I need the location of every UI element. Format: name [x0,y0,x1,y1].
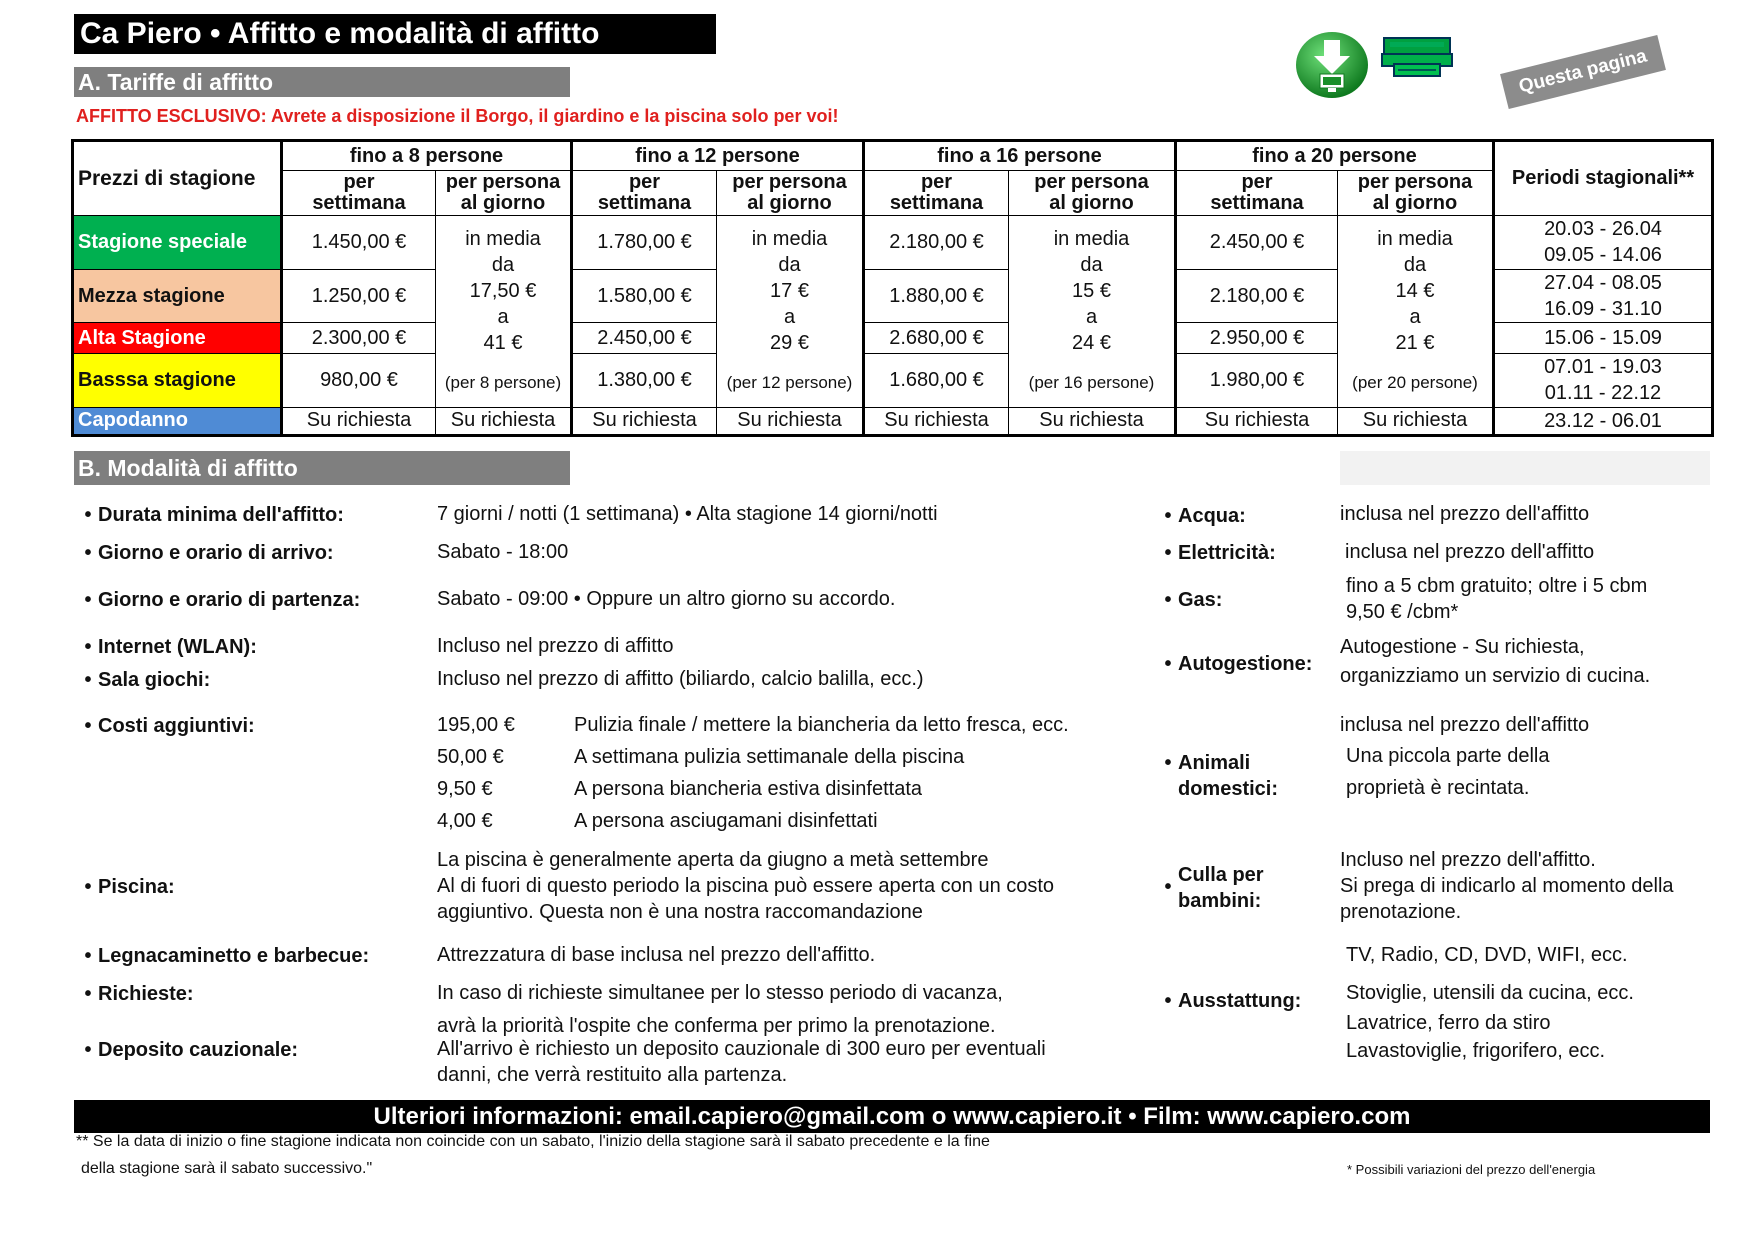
table-row [73,216,1713,270]
partenza-value: Sabato - 09:00 • Oppure un altro giorno su accordo. [437,588,896,610]
autogestione-label: • Autogestione: [1160,653,1312,676]
table-corner-label: Prezzi di stagione [73,141,282,216]
cost-desc: Pulizia finale / mettere la biancheria da letto fresca, ecc. [574,714,1069,736]
internet-value: Incluso nel prezzo di affitto [437,635,674,657]
price-cell: 1.580,00 € [572,269,717,323]
deposito-line: danni, che verrà restituito alla partenza. [437,1064,788,1086]
rates-table [71,139,1714,437]
acqua-label: • Acqua: [1160,505,1246,528]
sala-label: • Sala giochi: [80,669,210,692]
price-cell: Su richiesta [1338,407,1494,435]
cost-amount: 9,50 € [437,778,493,800]
period-cell: 20.03 - 26.04 09.05 - 14.06 [1494,216,1713,270]
richieste-line: avrà la priorità l'ospite che conferma per primo la prenotazione. [437,1015,996,1037]
animali-line: Una piccola parte della [1346,745,1550,767]
sub-header-week: per settimana [572,171,717,216]
ausstattung-line: Lavatrice, ferro da stiro [1346,1012,1551,1034]
group-header: fino a 20 persone [1176,141,1494,171]
costi-label: • Costi aggiuntivi: [80,715,255,738]
exclusive-note: AFFITTO ESCLUSIVO: Avrete a disposizione il Borgo, il giardino e la piscina solo per voi! [76,106,839,126]
group-header: fino a 12 persone [572,141,864,171]
group-header: fino a 8 persone [282,141,572,171]
culla-label: Culla per bambini: [1178,864,1264,912]
price-cell: Su richiesta [1176,407,1338,435]
season-label: Mezza stagione [73,269,282,323]
deposito-line: All'arrivo è richiesto un deposito cauzionale di 300 euro per eventuali [437,1038,1046,1060]
durata-label: • Durata minima dell'affitto: [80,504,344,527]
per-day-cell: in media da 15 € a 24 € (per 16 persone) [1009,216,1176,408]
price-cell: 2.450,00 € [1176,216,1338,270]
autogestione-line: Autogestione - Su richiesta, [1340,636,1585,658]
price-cell: 2.300,00 € [282,323,436,353]
price-cell: 1.380,00 € [572,353,717,407]
sala-value: Incluso nel prezzo di affitto (biliardo, calcio balilla, ecc.) [437,668,924,690]
per-day-cell: in media da 14 € a 21 € (per 20 persone) [1338,216,1494,408]
price-cell: Su richiesta [282,407,436,435]
culla-line: prenotazione. [1340,901,1462,923]
price-cell: 1.450,00 € [282,216,436,270]
download-icon[interactable] [1294,30,1370,100]
richieste-line: In caso di richieste simultanee per lo stesso periodo di vacanza, [437,982,1003,1004]
arrivo-label: • Giorno e orario di arrivo: [80,542,334,565]
page-title: Ca Piero • Affitto e modalità di affitto [74,14,716,54]
animali-line: proprietà è recintata. [1346,777,1530,799]
price-cell: 1.780,00 € [572,216,717,270]
culla-line: Si prega di indicarlo al momento della [1340,875,1674,897]
partenza-label: • Giorno e orario di partenza: [80,589,360,612]
periods-header: Periodi stagionali** [1494,141,1713,216]
price-cell: 1.980,00 € [1176,353,1338,407]
animali-line: inclusa nel prezzo dell'affitto [1340,714,1590,736]
elettricita-value: inclusa nel prezzo dell'affitto [1345,541,1595,563]
footnote-seasons-2: della stagione sarà il sabato successivo." [81,1160,373,1177]
price-cell: 2.680,00 € [864,323,1009,353]
sub-header-day: per persona al giorno [1338,171,1494,216]
price-cell: 1.250,00 € [282,269,436,323]
ausstattung-line: Stoviglie, utensili da cucina, ecc. [1346,982,1634,1004]
price-cell: 2.950,00 € [1176,323,1338,353]
autogestione-line: organizziamo un servizio di cucina. [1340,665,1651,687]
sub-header-day: per persona al giorno [1009,171,1176,216]
acqua-value: inclusa nel prezzo dell'affitto [1340,503,1590,525]
season-label: Basssa stagione [73,353,282,407]
cost-desc: A persona biancheria estiva disinfettata [574,778,922,800]
price-cell: 980,00 € [282,353,436,407]
price-cell: Su richiesta [572,407,717,435]
deposito-label: • Deposito cauzionale: [80,1039,298,1062]
sub-header-week: per settimana [1176,171,1338,216]
ausstattung-line: TV, Radio, CD, DVD, WIFI, ecc. [1346,944,1628,966]
period-cell: 23.12 - 06.01 [1494,407,1713,435]
animali-bullet [1160,752,1178,775]
price-cell: 2.180,00 € [1176,269,1338,323]
piscina-line: aggiuntivo. Questa non è una nostra raccomandazione [437,901,923,923]
section-a-title: A. Tariffe di affitto [74,67,570,97]
section-b-shade [1340,451,1710,485]
gas-line: 9,50 € /cbm* [1346,601,1459,623]
durata-value: 7 giorni / notti (1 settimana) • Alta stagione 14 giorni/notti [437,503,938,525]
price-cell: 1.680,00 € [864,353,1009,407]
period-cell: 07.01 - 19.03 01.11 - 22.12 [1494,353,1713,407]
culla-bullet [1160,876,1178,899]
price-cell: 1.880,00 € [864,269,1009,323]
elettricita-label: • Elettricità: [1160,542,1276,565]
season-label: Stagione speciale [73,216,282,270]
season-label: Alta Stagione [73,323,282,353]
gas-label: • Gas: [1160,589,1222,612]
cost-desc: A persona asciugamani disinfettati [574,810,878,832]
this-page-stamp[interactable]: Questa pagina [1500,35,1666,109]
cost-amount: 4,00 € [437,810,493,832]
piscina-line: La piscina è generalmente aperta da giugno a metà settembre [437,849,989,871]
per-day-cell: in media da 17 € a 29 € (per 12 persone) [717,216,864,408]
price-cell: Su richiesta [1009,407,1176,435]
section-b-title: B. Modalità di affitto [74,451,570,485]
per-day-cell: in media da 17,50 € a 41 € (per 8 persone) [436,216,572,408]
ausstattung-label: • Ausstattung: [1160,990,1301,1013]
arrivo-value: Sabato - 18:00 [437,541,569,563]
cost-desc: A settimana pulizia settimanale della piscina [574,746,965,768]
footnote-energy: * Possibili variazioni del prezzo dell'energia [1347,1162,1596,1177]
table-row [73,407,1713,435]
internet-label: • Internet (WLAN): [80,636,257,659]
price-cell: 2.180,00 € [864,216,1009,270]
period-cell: 15.06 - 15.09 [1494,323,1713,353]
sub-header-week: per settimana [864,171,1009,216]
season-label: Capodanno [73,407,282,435]
period-cell: 27.04 - 08.05 16.09 - 31.10 [1494,269,1713,323]
legna-label: • Legnacaminetto e barbecue: [80,945,369,968]
sub-header-day: per persona al giorno [717,171,864,216]
price-cell: 2.450,00 € [572,323,717,353]
price-cell: Su richiesta [717,407,864,435]
piscina-label: • Piscina: [80,876,175,899]
sub-header-day: per persona al giorno [436,171,572,216]
footnote-seasons: ** Se la data di inizio o fine stagione indicata non coincide con un sabato, l'inizio della stagione sarà il sabato precedente e la fine [76,1133,990,1150]
printer-icon[interactable] [1380,34,1454,80]
cost-amount: 50,00 € [437,746,504,768]
legna-value: Attrezzatura di base inclusa nel prezzo dell'affitto. [437,944,876,966]
contact-footer[interactable]: Ulteriori informazioni: email.capiero@gmail.com o www.capiero.it • Film: www.capiero.com [74,1100,1710,1133]
culla-line: Incluso nel prezzo dell'affitto. [1340,849,1596,871]
sub-header-week: per settimana [282,171,436,216]
group-header: fino a 16 persone [864,141,1176,171]
piscina-line: Al di fuori di questo periodo la piscina può essere aperta con un costo [437,875,1055,897]
animali-label: Animali domestici: [1178,752,1279,800]
richieste-label: • Richieste: [80,983,194,1006]
price-cell: Su richiesta [436,407,572,435]
gas-line: fino a 5 cbm gratuito; oltre i 5 cbm [1346,575,1648,597]
ausstattung-line: Lavastoviglie, frigorifero, ecc. [1346,1040,1606,1062]
cost-amount: 195,00 € [437,714,515,736]
price-cell: Su richiesta [864,407,1009,435]
